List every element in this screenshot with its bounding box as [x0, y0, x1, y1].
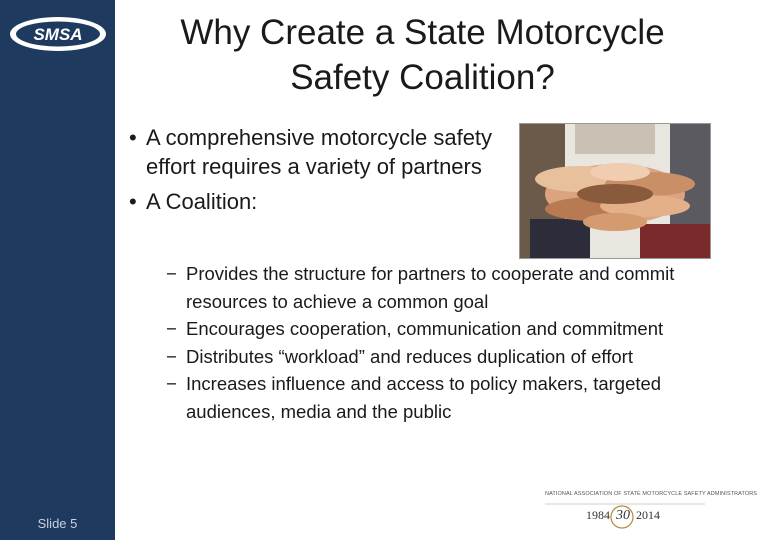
- sub-bullet-item: − Distributes “workload” and reduces duplication of effort: [166, 343, 696, 371]
- footer-years: [586, 508, 660, 524]
- year-start: 1984: [586, 508, 610, 522]
- year-end: 2014: [636, 508, 660, 522]
- logo-text: SMSA: [33, 25, 83, 44]
- bullet-item: • A Coalition:: [126, 187, 516, 216]
- sidebar: [0, 0, 115, 540]
- bullet-item: • A comprehensive motorcycle safety effort requires a variety of partners: [126, 123, 516, 181]
- anniversary-number: 30: [616, 508, 630, 523]
- sub-bullet-item: − Provides the structure for partners to cooperate and commit resources to achieve a common goal: [166, 260, 696, 315]
- smsa-logo: [8, 14, 108, 54]
- sub-bullet-item: − Increases influence and access to policy makers, targeted audiences, media and the public: [166, 370, 696, 425]
- stacked-hands-photo: [519, 123, 711, 259]
- sub-bullet-list: [166, 260, 696, 425]
- slide-number: Slide 5: [37, 516, 78, 531]
- bullet-list: [126, 123, 516, 222]
- sub-bullet-item: − Encourages cooperation, communication and commitment: [166, 315, 696, 343]
- slide-title: Why Create a State Motorcycle Safety Coalition?: [180, 13, 665, 97]
- footer-org-name: NATIONAL ASSOCIATION OF STATE MOTORCYCLE SAFETY ADMINISTRATORS: [545, 491, 757, 497]
